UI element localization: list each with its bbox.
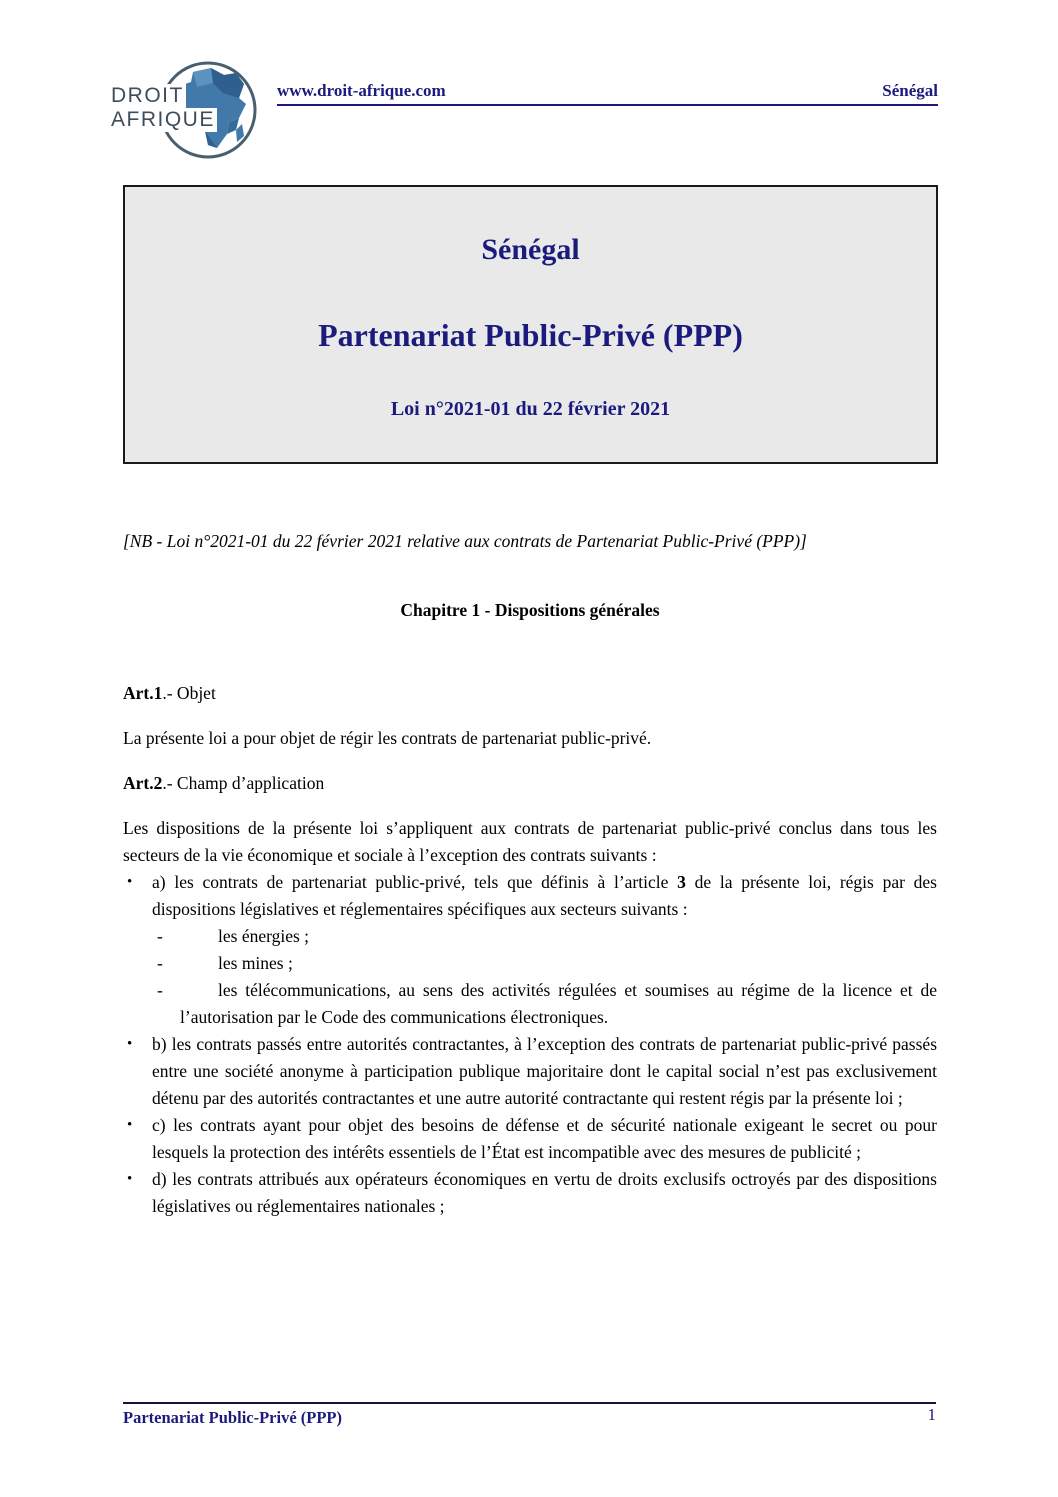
chapter-heading: Chapitre 1 - Dispositions générales (400, 600, 660, 620)
bullet-a-post: de la présente loi, régis par des dispositions législatives et réglementaires spécifiques aux secteurs suivants : (152, 872, 937, 919)
droit-afrique-logo (105, 60, 273, 162)
bullet-item-c (123, 1112, 937, 1166)
header-country-label: Sénégal (882, 81, 938, 100)
document-body (123, 528, 937, 1220)
page-title: Partenariat Public-Privé (PPP) (318, 317, 743, 353)
logo-text-line1: DROIT (111, 84, 184, 107)
article-1-label: Art.1 (123, 683, 163, 703)
dash-item-text: les mines ; (218, 953, 293, 973)
bullet-b-text: b) les contrats passés entre autorités contractantes, à l’exception des contrats de partenariat public-privé passés entre une société anonyme à participation publique majoritaire dont le capital social n’est pas exclusivement détenu par des autorités contractantes et une autre autorité contractante qui restent régis par la présente loi ; (152, 1034, 937, 1108)
dash-item-mines (123, 950, 937, 977)
article-3-reference: 3 (677, 872, 686, 892)
bullet-list (123, 869, 937, 1220)
article-2-heading (123, 770, 937, 797)
title-box (123, 185, 938, 464)
footer-document-title: Partenariat Public-Privé (PPP) (123, 1408, 343, 1427)
bullet-item-a (123, 869, 937, 923)
bullet-marker: • (127, 1117, 133, 1133)
logo-text-line2: AFRIQUE (111, 108, 215, 131)
title-country: Sénégal (481, 233, 580, 266)
bullet-marker: • (127, 1036, 133, 1052)
dash-item-energies (123, 923, 937, 950)
bullet-marker: • (127, 1171, 133, 1187)
article-2-title: .- Champ d’application (162, 773, 325, 793)
dash-marker: - (157, 926, 163, 946)
site-url-link[interactable]: www.droit-afrique.com (277, 81, 446, 100)
bullet-marker: • (127, 874, 133, 890)
footer (123, 1402, 936, 1428)
article-2-intro: Les dispositions de la présente loi s’appliquent aux contrats de partenariat public-privé conclus dans tous les secteurs de la vie économique et sociale à l’exception des contrats suivants : (123, 818, 937, 865)
dash-marker: - (157, 953, 163, 973)
bullet-a-pre: a) les contrats de partenariat public-privé, tels que définis à l’article (152, 872, 678, 892)
bullet-c-text: c) les contrats ayant pour objet des besoins de défense et de sécurité nationale exigeant le secret ou pour lesquels la protection des intérêts essentiels de l’État est incompatible avec des mesures de publicité ; (152, 1115, 937, 1162)
dash-item-text: les télécommunications, au sens des activités régulées et soumises au régime de la licence et de l’autorisation par le Code des communications électroniques. (180, 980, 937, 1027)
logo-text (111, 84, 217, 132)
dash-item-text: les énergies ; (218, 926, 310, 946)
dash-marker: - (157, 980, 163, 1000)
dash-item-telecom (123, 977, 937, 1031)
bullet-item-d (123, 1166, 937, 1220)
article-1-title: .- Objet (162, 683, 216, 703)
article-1-heading (123, 680, 937, 707)
law-reference: Loi n°2021-01 du 22 février 2021 (390, 398, 671, 420)
nb-note: [NB - Loi n°2021-01 du 22 février 2021 relative aux contrats de Partenariat Public-Privé (PPP)] (123, 531, 807, 551)
dash-list (123, 923, 937, 1031)
header-rule (277, 60, 938, 106)
bullet-d-text: d) les contrats attribués aux opérateurs économiques en vertu de droits exclusifs octroyés par des dispositions législatives ou réglementaires nationales ; (152, 1169, 937, 1216)
article-1-body: La présente loi a pour objet de régir les contrats de partenariat public-privé. (123, 728, 652, 748)
page-number: 1 (927, 1405, 936, 1424)
bullet-item-b (123, 1031, 937, 1112)
article-2-label: Art.2 (123, 773, 163, 793)
